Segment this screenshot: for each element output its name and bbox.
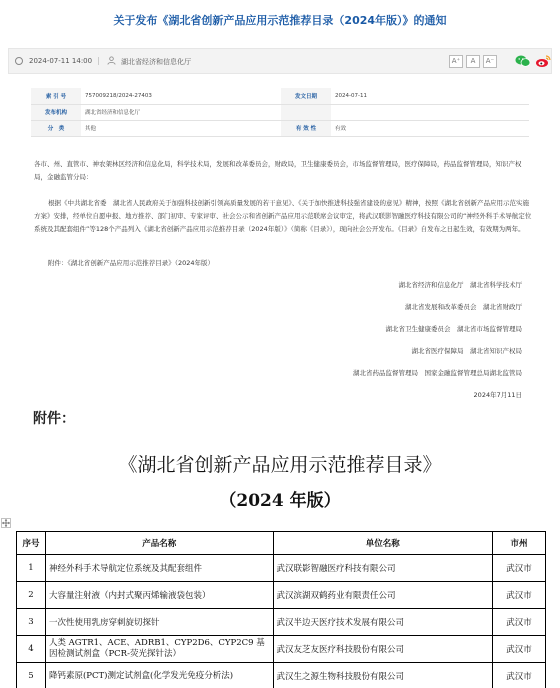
publish-date: 2024-07-11 14:00 — [29, 57, 93, 65]
company-name: 武汉联影智融医疗科技有限公司 — [273, 555, 493, 582]
row-number: 4 — [17, 636, 46, 663]
product-name: 大容量注射液（内封式聚丙烯输液袋包装） — [45, 582, 273, 609]
signature-line: 湖北省药品监督管理局 国家金融监督管理总局湖北监管局 — [353, 369, 522, 377]
company-name: 武汉生之源生物科技股份有限公司 — [273, 663, 493, 688]
attachment-note: 附件：《湖北省创新产品应用示范推荐目录》（2024年版） — [48, 259, 215, 267]
company-name: 武汉半边天医疗技术发展有限公司 — [273, 609, 493, 636]
city: 武汉市 — [493, 663, 546, 688]
attachment-title: 《湖北省创新产品应用示范推荐目录》 — [118, 454, 442, 476]
attachment-label: 附件： — [33, 411, 75, 427]
wechat-icon[interactable] — [515, 54, 531, 68]
signature-line: 湖北省卫生健康委员会 湖北省市场监督管理局 — [385, 325, 522, 333]
info-row — [31, 120, 529, 136]
city: 武汉市 — [493, 609, 546, 636]
font-decrease-button[interactable]: A⁻ — [483, 55, 497, 68]
city: 武汉市 — [493, 582, 546, 609]
info-label: 发文日期 — [281, 88, 331, 104]
weibo-icon[interactable] — [535, 54, 551, 68]
product-name: 神经外科手术导航定位系统及其配套组件 — [45, 555, 273, 582]
info-label: 分 类 — [31, 120, 81, 136]
product-name: 降钙素原(PCT)测定试剂盒(化学发光免疫分析法) — [45, 663, 273, 688]
column-header: 序号 — [17, 532, 46, 555]
info-value: 2024-07-11 — [331, 88, 529, 104]
row-number: 3 — [17, 609, 46, 636]
meta-bar — [8, 48, 552, 74]
page-title: 关于发布《湖北省创新产品应用示范推荐目录（2024年版）》的通知 — [113, 14, 447, 27]
info-label: 有 效 性 — [281, 120, 331, 136]
signature-line: 湖北省医疗保障局 湖北省知识产权局 — [411, 347, 522, 355]
row-number: 5 — [17, 663, 46, 688]
table-header-row — [17, 532, 546, 555]
main-paragraph: 根据《中共湖北省委 湖北省人民政府关于加强科技创新引领高质量发展的若干意见》、《关于加快推进科技强省建设的意见》精神，按照《湖北省创新产品应用示范实施方案》安排，经单位自愿申报、地方推荐、部门初审、专家评审、社会公示和省创新产品应用示范联席会议审定，将武汉联影智融医疗科技有限公司的“神经外科手术导航定位系统及其配套组件”等128个产品列入《湖北省创新产品应用示范推荐目录（2024年版）》（简称《目录》），现向社会公开发布。《目录》自发布之日起生效，有效期为两年。 — [34, 199, 532, 233]
column-header: 市州 — [493, 532, 546, 555]
company-name: 武汉滨湖双鹤药业有限责任公司 — [273, 582, 493, 609]
row-number: 1 — [17, 555, 46, 582]
info-value — [331, 104, 529, 120]
move-handle-icon[interactable] — [1, 518, 11, 528]
info-row — [31, 104, 529, 120]
signature-line: 湖北省发展和改革委员会 湖北省财政厅 — [405, 303, 522, 311]
table-row — [17, 609, 546, 636]
info-table — [31, 88, 529, 137]
font-default-button[interactable]: A — [466, 55, 480, 68]
info-value: 有效 — [331, 120, 529, 136]
row-number: 2 — [17, 582, 46, 609]
source-org: 湖北省经济和信息化厅 — [121, 58, 191, 66]
info-value: 其他 — [81, 120, 281, 136]
user-icon — [107, 56, 116, 65]
table-row — [17, 663, 546, 688]
info-value: 757009218/2024-27403 — [81, 88, 281, 104]
signature-date: 2024年7月11日 — [473, 391, 522, 399]
city: 武汉市 — [493, 636, 546, 663]
product-table — [16, 531, 546, 688]
info-label: 索 引 号 — [31, 88, 81, 104]
info-label — [281, 104, 331, 120]
clock-icon — [15, 57, 23, 65]
addressee-paragraph: 各市、州、直管市、神农架林区经济和信息化局，科学技术局，发展和改革委员会，财政局，卫生健康委员会，市场监督管理局，医疗保障局，药品监督管理局，知识产权局，金融监管分局： — [34, 160, 522, 181]
product-name: 一次性使用乳房穿刺旋切探针 — [45, 609, 273, 636]
info-value: 湖北省经济和信息化厅 — [81, 104, 281, 120]
city: 武汉市 — [493, 555, 546, 582]
column-header: 产品名称 — [45, 532, 273, 555]
meta-separator: | — [97, 56, 100, 65]
product-name: 人类 AGTR1、ACE、ADRB1、CYP2D6、CYP2C9 基因检测试剂盒（PCR-荧光探针法） — [45, 636, 273, 663]
table-row — [17, 555, 546, 582]
info-row — [31, 88, 529, 104]
table-row — [17, 636, 546, 663]
table-row — [17, 582, 546, 609]
font-increase-button[interactable]: A⁺ — [449, 55, 463, 68]
column-header: 单位名称 — [273, 532, 493, 555]
company-name: 武汉友芝友医疗科技股份有限公司 — [273, 636, 493, 663]
attachment-year: （2024 年版） — [219, 491, 341, 511]
signature-line: 湖北省经济和信息化厅 湖北省科学技术厅 — [398, 281, 522, 289]
info-label: 发布机构 — [31, 104, 81, 120]
